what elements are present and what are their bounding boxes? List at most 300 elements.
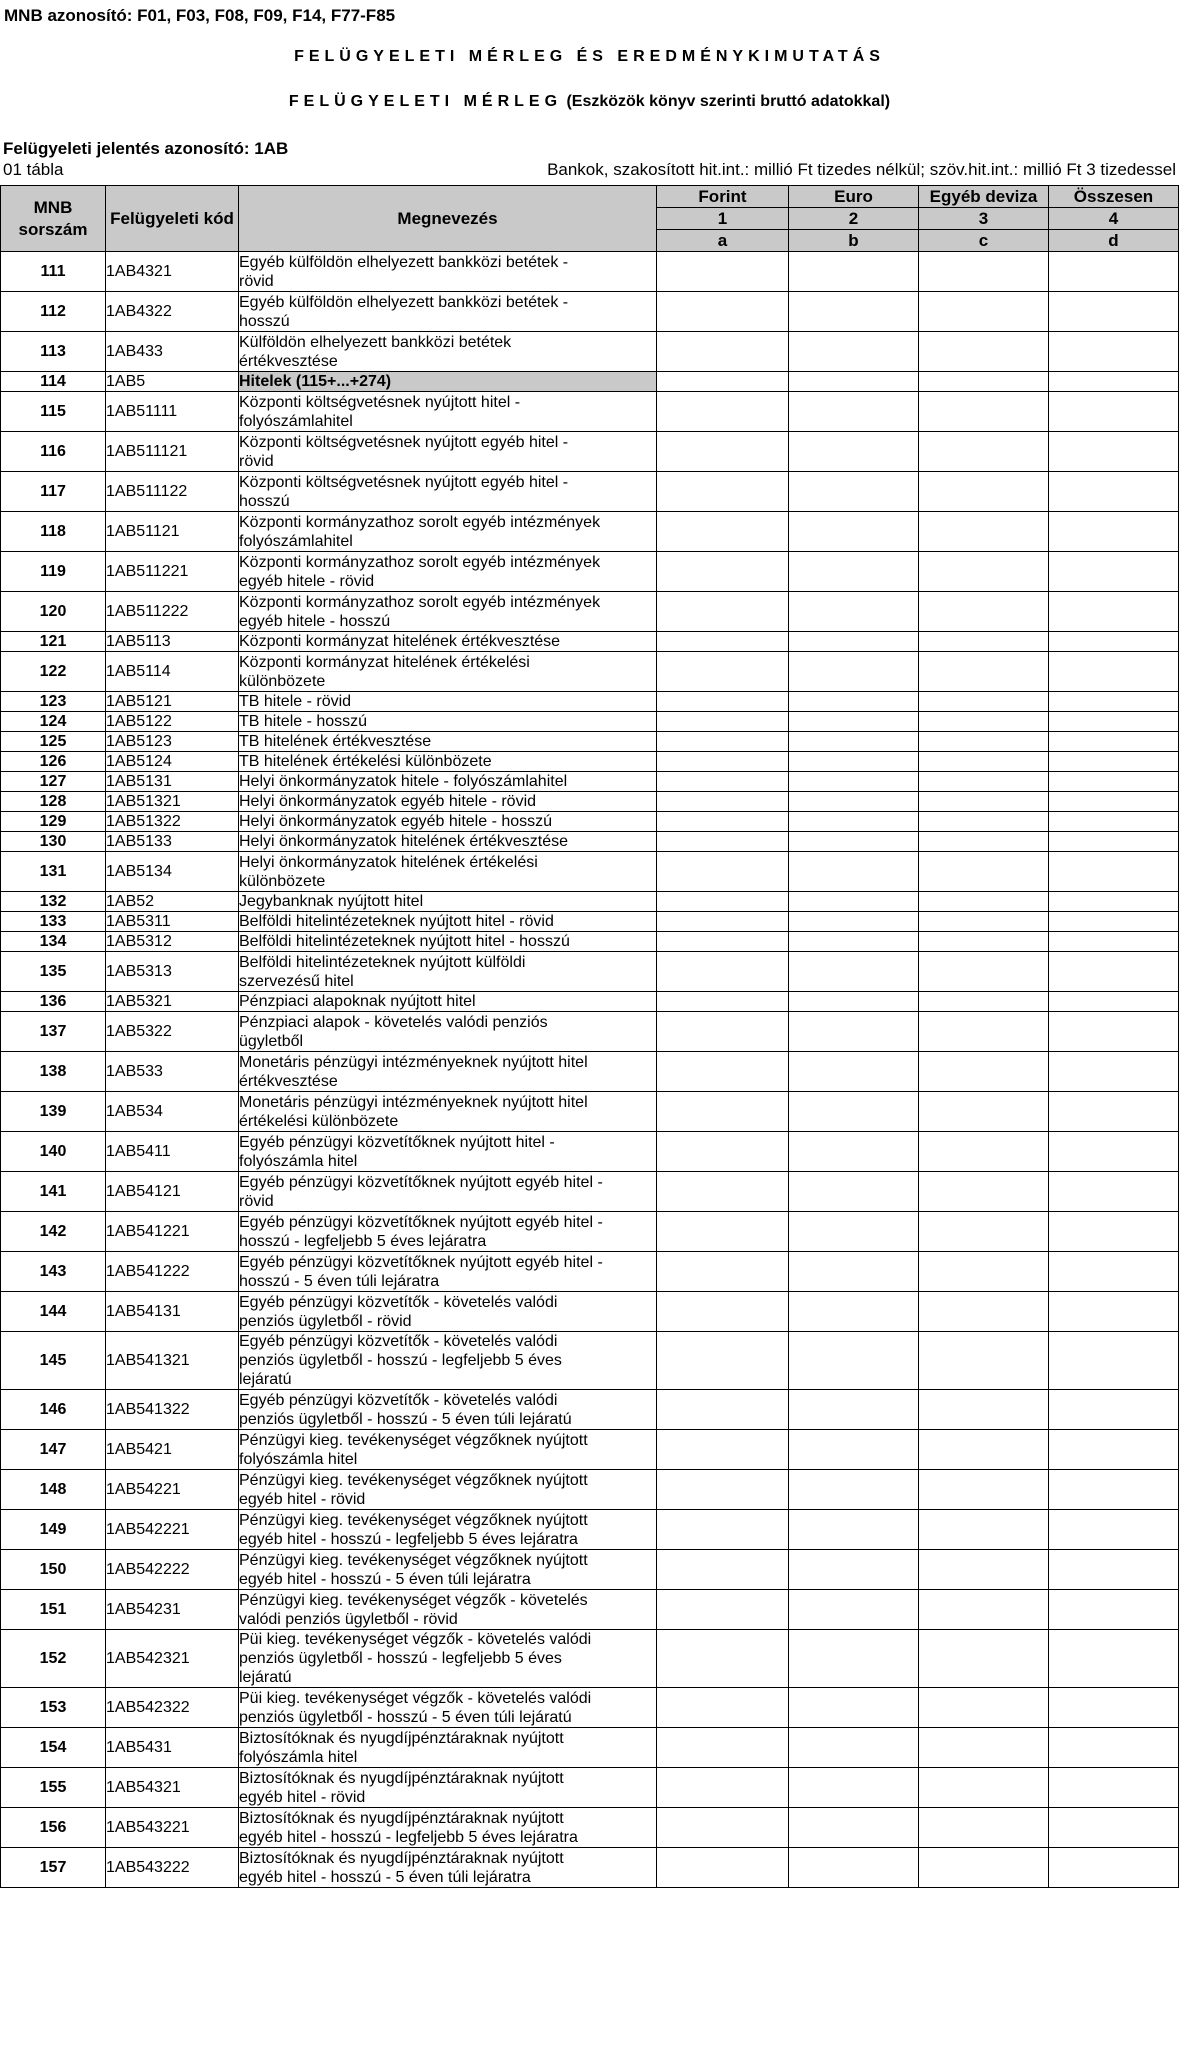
value-cell-other-currency[interactable]: [919, 652, 1049, 692]
value-cell-total[interactable]: [1049, 732, 1179, 752]
value-cell-euro[interactable]: [789, 1728, 919, 1768]
value-cell-total[interactable]: [1049, 472, 1179, 512]
row-mnb-number: 136: [1, 992, 106, 1012]
value-cell-euro[interactable]: [789, 912, 919, 932]
value-cell-total[interactable]: [1049, 812, 1179, 832]
table-row: [1, 1212, 1179, 1252]
value-cell-euro[interactable]: [789, 1252, 919, 1292]
value-cell-other-currency[interactable]: [919, 1688, 1049, 1728]
value-cell-forint[interactable]: [657, 1728, 789, 1768]
value-cell-other-currency[interactable]: [919, 772, 1049, 792]
value-cell-other-currency[interactable]: [919, 992, 1049, 1012]
row-mnb-number: 116: [1, 432, 106, 472]
value-cell-forint[interactable]: [657, 772, 789, 792]
value-cell-other-currency[interactable]: [919, 1212, 1049, 1252]
value-cell-total[interactable]: [1049, 692, 1179, 712]
value-cell-total[interactable]: [1049, 372, 1179, 392]
table-row: [1, 1092, 1179, 1132]
value-cell-total[interactable]: [1049, 1808, 1179, 1848]
row-description-line: egyéb hitel - rövid: [239, 1788, 366, 1806]
value-cell-euro[interactable]: [789, 1630, 919, 1688]
value-cell-forint[interactable]: [657, 712, 789, 732]
value-cell-other-currency[interactable]: [919, 952, 1049, 992]
row-description: [239, 752, 657, 772]
value-cell-other-currency[interactable]: [919, 1768, 1049, 1808]
value-cell-forint[interactable]: [657, 472, 789, 512]
value-cell-other-currency[interactable]: [919, 1012, 1049, 1052]
value-cell-total[interactable]: [1049, 1012, 1179, 1052]
row-supervisory-code: 1AB5321: [106, 992, 239, 1012]
value-cell-other-currency[interactable]: [919, 1252, 1049, 1292]
value-cell-euro[interactable]: [789, 1092, 919, 1132]
row-description-line: TB hitelének értékvesztése: [239, 733, 432, 750]
value-cell-total[interactable]: [1049, 1132, 1179, 1172]
value-cell-forint[interactable]: [657, 332, 789, 372]
value-cell-euro[interactable]: [789, 1688, 919, 1728]
value-cell-forint[interactable]: [657, 812, 789, 832]
row-supervisory-code: 1AB5113: [106, 632, 239, 652]
value-cell-euro[interactable]: [789, 852, 919, 892]
value-cell-forint[interactable]: [657, 1252, 789, 1292]
value-cell-total[interactable]: [1049, 992, 1179, 1012]
row-mnb-number: 128: [1, 792, 106, 812]
value-cell-euro[interactable]: [789, 1172, 919, 1212]
value-cell-forint[interactable]: [657, 1212, 789, 1252]
row-supervisory-code: 1AB5312: [106, 932, 239, 952]
value-cell-euro[interactable]: [789, 632, 919, 652]
value-cell-other-currency[interactable]: [919, 1728, 1049, 1768]
value-cell-other-currency[interactable]: [919, 1848, 1049, 1888]
value-cell-other-currency[interactable]: [919, 1470, 1049, 1510]
row-description: [239, 1012, 657, 1052]
row-description-line: egyéb hitel - hosszú - legfeljebb 5 éves lejáratra: [239, 1530, 578, 1548]
row-description-line: Pénzügyi kieg. tevékenységet végzők - követelés: [239, 1591, 588, 1609]
value-cell-euro[interactable]: [789, 592, 919, 632]
row-description-line: Központi kormányzat hitelének értékelési: [239, 653, 530, 671]
table-row: [1, 712, 1179, 732]
value-cell-other-currency[interactable]: [919, 1590, 1049, 1630]
row-description: [239, 252, 657, 292]
row-supervisory-code: 1AB511122: [106, 472, 239, 512]
value-cell-euro[interactable]: [789, 252, 919, 292]
row-description-line: penziós ügyletből - hosszú - legfeljebb 5 éves: [239, 1650, 562, 1667]
value-cell-total[interactable]: [1049, 632, 1179, 652]
row-mnb-number: 118: [1, 512, 106, 552]
value-cell-euro[interactable]: [789, 1550, 919, 1590]
value-cell-total[interactable]: [1049, 952, 1179, 992]
value-cell-other-currency[interactable]: [919, 812, 1049, 832]
value-cell-forint[interactable]: [657, 1390, 789, 1430]
value-cell-forint[interactable]: [657, 1132, 789, 1172]
row-description-line: Központi költségvetésnek nyújtott egyéb hitel -: [239, 473, 569, 491]
row-supervisory-code: 1AB5: [106, 372, 239, 392]
value-cell-total[interactable]: [1049, 852, 1179, 892]
row-mnb-number: 157: [1, 1848, 106, 1888]
value-cell-euro[interactable]: [789, 1590, 919, 1630]
row-description-line: penziós ügyletből - hosszú - 5 éven túli lejáratú: [239, 1708, 572, 1726]
row-description: [239, 512, 657, 552]
value-cell-total[interactable]: [1049, 1292, 1179, 1332]
value-cell-other-currency[interactable]: [919, 472, 1049, 512]
row-mnb-number: 148: [1, 1470, 106, 1510]
value-cell-forint[interactable]: [657, 432, 789, 472]
value-cell-forint[interactable]: [657, 1808, 789, 1848]
value-cell-euro[interactable]: [789, 1390, 919, 1430]
value-cell-forint[interactable]: [657, 932, 789, 952]
value-cell-euro[interactable]: [789, 1430, 919, 1470]
value-cell-other-currency[interactable]: [919, 632, 1049, 652]
row-description-line: Egyéb pénzügyi közvetítőknek nyújtott hitel -: [239, 1133, 555, 1151]
value-cell-forint[interactable]: [657, 1550, 789, 1590]
value-cell-total[interactable]: [1049, 892, 1179, 912]
row-mnb-number: 151: [1, 1590, 106, 1630]
value-cell-forint[interactable]: [657, 1470, 789, 1510]
row-description: [239, 1332, 657, 1390]
table-row: [1, 1470, 1179, 1510]
value-cell-total[interactable]: [1049, 1092, 1179, 1132]
row-description-line: Egyéb pénzügyi közvetítőknek nyújtott egyéb hitel -: [239, 1253, 603, 1271]
value-cell-euro[interactable]: [789, 832, 919, 852]
value-cell-euro[interactable]: [789, 1292, 919, 1332]
value-cell-forint[interactable]: [657, 1630, 789, 1688]
table-row: [1, 1848, 1179, 1888]
value-cell-total[interactable]: [1049, 1212, 1179, 1252]
value-cell-total[interactable]: [1049, 1430, 1179, 1470]
row-mnb-number: 129: [1, 812, 106, 832]
row-mnb-number: 140: [1, 1132, 106, 1172]
row-description: [239, 912, 657, 932]
row-supervisory-code: 1AB5121: [106, 692, 239, 712]
row-description-line: értékelési különbözete: [239, 1112, 399, 1130]
value-cell-forint[interactable]: [657, 592, 789, 632]
value-cell-other-currency[interactable]: [919, 1630, 1049, 1688]
value-cell-forint[interactable]: [657, 912, 789, 932]
row-description-line: Helyi önkormányzatok egyéb hitele - rövid: [239, 793, 537, 810]
value-cell-total[interactable]: [1049, 792, 1179, 812]
row-description: [239, 932, 657, 952]
value-cell-total[interactable]: [1049, 912, 1179, 932]
value-cell-other-currency[interactable]: [919, 1132, 1049, 1172]
row-description: [239, 1212, 657, 1252]
row-supervisory-code: 1AB5313: [106, 952, 239, 992]
value-cell-total[interactable]: [1049, 1688, 1179, 1728]
value-cell-euro[interactable]: [789, 1212, 919, 1252]
value-cell-forint[interactable]: [657, 292, 789, 332]
row-description: [239, 1768, 657, 1808]
value-cell-total[interactable]: [1049, 292, 1179, 332]
value-cell-other-currency[interactable]: [919, 712, 1049, 732]
row-supervisory-code: 1AB5421: [106, 1430, 239, 1470]
value-cell-forint[interactable]: [657, 1292, 789, 1332]
row-supervisory-code: 1AB5124: [106, 752, 239, 772]
value-cell-euro[interactable]: [789, 1768, 919, 1808]
header-col-number: 4: [1049, 208, 1179, 230]
value-cell-euro[interactable]: [789, 332, 919, 372]
value-cell-total[interactable]: [1049, 432, 1179, 472]
value-cell-euro[interactable]: [789, 652, 919, 692]
value-cell-euro[interactable]: [789, 952, 919, 992]
value-cell-other-currency[interactable]: [919, 1292, 1049, 1332]
row-supervisory-code: 1AB5322: [106, 1012, 239, 1052]
row-description: [239, 812, 657, 832]
value-cell-euro[interactable]: [789, 1808, 919, 1848]
value-cell-other-currency[interactable]: [919, 852, 1049, 892]
table-row: [1, 372, 1179, 392]
value-cell-total[interactable]: [1049, 652, 1179, 692]
row-description: [239, 1132, 657, 1172]
header-col-number: 1: [657, 208, 789, 230]
row-description: [239, 692, 657, 712]
value-cell-forint[interactable]: [657, 792, 789, 812]
value-cell-euro[interactable]: [789, 692, 919, 712]
value-cell-forint[interactable]: [657, 692, 789, 712]
value-cell-total[interactable]: [1049, 1470, 1179, 1510]
value-cell-other-currency[interactable]: [919, 932, 1049, 952]
table-header: [1, 186, 1179, 252]
value-cell-euro[interactable]: [789, 752, 919, 772]
value-cell-euro[interactable]: [789, 1332, 919, 1390]
value-cell-total[interactable]: [1049, 392, 1179, 432]
value-cell-total[interactable]: [1049, 1252, 1179, 1292]
value-cell-forint[interactable]: [657, 1012, 789, 1052]
value-cell-other-currency[interactable]: [919, 512, 1049, 552]
row-description-line: folyószámlahitel: [239, 412, 353, 430]
value-cell-euro[interactable]: [789, 1132, 919, 1172]
table-row: [1, 1252, 1179, 1292]
value-cell-euro[interactable]: [789, 992, 919, 1012]
value-cell-forint[interactable]: [657, 1510, 789, 1550]
value-cell-other-currency[interactable]: [919, 372, 1049, 392]
row-description-line: Belföldi hitelintézeteknek nyújtott hitel - hosszú: [239, 933, 570, 950]
value-cell-euro[interactable]: [789, 1470, 919, 1510]
row-description-line: Püi kieg. tevékenységet végzők - követelés valódi: [239, 1689, 592, 1707]
value-cell-total[interactable]: [1049, 712, 1179, 732]
value-cell-forint[interactable]: [657, 1430, 789, 1470]
value-cell-forint[interactable]: [657, 392, 789, 432]
value-cell-forint[interactable]: [657, 952, 789, 992]
value-cell-euro[interactable]: [789, 732, 919, 752]
header-other-currency: Egyéb deviza: [919, 186, 1049, 208]
value-cell-other-currency[interactable]: [919, 392, 1049, 432]
table-row: [1, 1728, 1179, 1768]
row-description: [239, 652, 657, 692]
row-mnb-number: 137: [1, 1012, 106, 1052]
value-cell-euro[interactable]: [789, 372, 919, 392]
value-cell-euro[interactable]: [789, 932, 919, 952]
value-cell-total[interactable]: [1049, 932, 1179, 952]
value-cell-forint[interactable]: [657, 512, 789, 552]
value-cell-forint[interactable]: [657, 552, 789, 592]
value-cell-forint[interactable]: [657, 892, 789, 912]
row-supervisory-code: 1AB54321: [106, 1768, 239, 1808]
value-cell-other-currency[interactable]: [919, 252, 1049, 292]
value-cell-euro[interactable]: [789, 552, 919, 592]
value-cell-total[interactable]: [1049, 1332, 1179, 1390]
value-cell-forint[interactable]: [657, 1092, 789, 1132]
row-mnb-number: 124: [1, 712, 106, 732]
value-cell-total[interactable]: [1049, 1550, 1179, 1590]
value-cell-total[interactable]: [1049, 1590, 1179, 1630]
table-row: [1, 252, 1179, 292]
row-mnb-number: 155: [1, 1768, 106, 1808]
value-cell-other-currency[interactable]: [919, 1092, 1049, 1132]
value-cell-total[interactable]: [1049, 332, 1179, 372]
value-cell-total[interactable]: [1049, 832, 1179, 852]
table-row: [1, 692, 1179, 712]
value-cell-total[interactable]: [1049, 752, 1179, 772]
value-cell-total[interactable]: [1049, 1510, 1179, 1550]
value-cell-forint[interactable]: [657, 652, 789, 692]
row-description-line: penziós ügyletből - hosszú - legfeljebb 5 éves: [239, 1352, 562, 1369]
row-description-line: Belföldi hitelintézeteknek nyújtott külföldi: [239, 953, 526, 971]
value-cell-other-currency[interactable]: [919, 1390, 1049, 1430]
row-description-line: Egyéb pénzügyi közvetítők - követelés valódi: [239, 1293, 558, 1311]
value-cell-other-currency[interactable]: [919, 692, 1049, 712]
header-col-number: 3: [919, 208, 1049, 230]
value-cell-forint[interactable]: [657, 1590, 789, 1630]
value-cell-forint[interactable]: [657, 372, 789, 392]
row-mnb-number: 143: [1, 1252, 106, 1292]
row-mnb-number: 139: [1, 1092, 106, 1132]
row-description: [239, 592, 657, 632]
value-cell-total[interactable]: [1049, 552, 1179, 592]
row-description-line: Belföldi hitelintézeteknek nyújtott hitel - rövid: [239, 913, 554, 930]
mnb-identifier: MNB azonosító: F01, F03, F08, F09, F14, F77-F85: [4, 6, 396, 25]
value-cell-forint[interactable]: [657, 1688, 789, 1728]
table-row: [1, 792, 1179, 812]
value-cell-forint[interactable]: [657, 852, 789, 892]
value-cell-total[interactable]: [1049, 1172, 1179, 1212]
row-description-line: hosszú - legfeljebb 5 éves lejáratra: [239, 1232, 487, 1250]
row-description-line: Egyéb pénzügyi közvetítőknek nyújtott egyéb hitel -: [239, 1173, 603, 1191]
value-cell-other-currency[interactable]: [919, 1808, 1049, 1848]
value-cell-total[interactable]: [1049, 1630, 1179, 1688]
row-description: [239, 1510, 657, 1550]
value-cell-other-currency[interactable]: [919, 292, 1049, 332]
value-cell-other-currency[interactable]: [919, 1430, 1049, 1470]
value-cell-forint[interactable]: [657, 632, 789, 652]
value-cell-forint[interactable]: [657, 732, 789, 752]
table-row: [1, 1550, 1179, 1590]
value-cell-forint[interactable]: [657, 1848, 789, 1888]
value-cell-euro[interactable]: [789, 472, 919, 512]
value-cell-other-currency[interactable]: [919, 1510, 1049, 1550]
value-cell-euro[interactable]: [789, 712, 919, 732]
value-cell-euro[interactable]: [789, 1052, 919, 1092]
value-cell-other-currency[interactable]: [919, 432, 1049, 472]
row-description: [239, 1430, 657, 1470]
row-description-line: Központi kormányzathoz sorolt egyéb intézmények: [239, 593, 601, 611]
value-cell-forint[interactable]: [657, 1172, 789, 1212]
value-cell-euro[interactable]: [789, 772, 919, 792]
value-cell-total[interactable]: [1049, 1052, 1179, 1092]
row-description-line: Biztosítóknak és nyugdíjpénztáraknak nyújtott: [239, 1769, 564, 1787]
row-description-line: Jegybanknak nyújtott hitel: [239, 893, 424, 910]
value-cell-total[interactable]: [1049, 1768, 1179, 1808]
row-description-line: penziós ügyletből - hosszú - 5 éven túli lejáratú: [239, 1410, 572, 1428]
value-cell-euro[interactable]: [789, 1012, 919, 1052]
value-cell-total[interactable]: [1049, 1390, 1179, 1430]
row-description-line: egyéb hitele - rövid: [239, 572, 375, 590]
row-description-line: egyéb hitel - hosszú - legfeljebb 5 éves lejáratra: [239, 1828, 578, 1846]
value-cell-other-currency[interactable]: [919, 792, 1049, 812]
row-description-line: Hitelek (115+...+274): [239, 373, 392, 390]
value-cell-total[interactable]: [1049, 772, 1179, 792]
row-supervisory-code: 1AB542221: [106, 1510, 239, 1550]
table-row: [1, 1630, 1179, 1688]
value-cell-other-currency[interactable]: [919, 1052, 1049, 1092]
value-cell-euro[interactable]: [789, 392, 919, 432]
value-cell-total[interactable]: [1049, 252, 1179, 292]
value-cell-other-currency[interactable]: [919, 592, 1049, 632]
row-description-line: Pénzpiaci alapoknak nyújtott hitel: [239, 993, 476, 1010]
header-euro: Euro: [789, 186, 919, 208]
row-supervisory-code: 1AB54231: [106, 1590, 239, 1630]
value-cell-total[interactable]: [1049, 1848, 1179, 1888]
value-cell-euro[interactable]: [789, 432, 919, 472]
value-cell-forint[interactable]: [657, 752, 789, 772]
row-mnb-number: 133: [1, 912, 106, 932]
row-description-line: Monetáris pénzügyi intézményeknek nyújtott hitel: [239, 1093, 588, 1111]
row-description-line: egyéb hitel - hosszú - 5 éven túli lejáratra: [239, 1868, 531, 1886]
value-cell-other-currency[interactable]: [919, 752, 1049, 772]
value-cell-euro[interactable]: [789, 1510, 919, 1550]
value-cell-forint[interactable]: [657, 992, 789, 1012]
value-cell-forint[interactable]: [657, 832, 789, 852]
value-cell-total[interactable]: [1049, 512, 1179, 552]
value-cell-other-currency[interactable]: [919, 1550, 1049, 1590]
row-description-line: folyószámlahitel: [239, 532, 353, 550]
value-cell-total[interactable]: [1049, 1728, 1179, 1768]
value-cell-forint[interactable]: [657, 1768, 789, 1808]
value-cell-other-currency[interactable]: [919, 732, 1049, 752]
value-cell-other-currency[interactable]: [919, 332, 1049, 372]
value-cell-other-currency[interactable]: [919, 1332, 1049, 1390]
value-cell-euro[interactable]: [789, 892, 919, 912]
table-row: [1, 392, 1179, 432]
value-cell-other-currency[interactable]: [919, 912, 1049, 932]
row-supervisory-code: 1AB51321: [106, 792, 239, 812]
value-cell-other-currency[interactable]: [919, 892, 1049, 912]
value-cell-forint[interactable]: [657, 1332, 789, 1390]
value-cell-other-currency[interactable]: [919, 1172, 1049, 1212]
value-cell-other-currency[interactable]: [919, 832, 1049, 852]
row-mnb-number: 138: [1, 1052, 106, 1092]
row-description: [239, 892, 657, 912]
row-description-line: Helyi önkormányzatok hitele - folyószámlahitel: [239, 773, 568, 790]
row-description-line: Monetáris pénzügyi intézményeknek nyújtott hitel: [239, 1053, 588, 1071]
value-cell-euro[interactable]: [789, 1848, 919, 1888]
row-supervisory-code: 1AB533: [106, 1052, 239, 1092]
value-cell-euro[interactable]: [789, 792, 919, 812]
value-cell-total[interactable]: [1049, 592, 1179, 632]
row-description-line: Helyi önkormányzatok hitelének értékvesztése: [239, 833, 569, 850]
header-col-letter: d: [1049, 230, 1179, 252]
value-cell-forint[interactable]: [657, 252, 789, 292]
row-mnb-number: 121: [1, 632, 106, 652]
row-description-line: hosszú - 5 éven túli lejáratra: [239, 1272, 440, 1290]
row-description-line: Püi kieg. tevékenységet végzők - követelés valódi: [239, 1631, 592, 1648]
value-cell-forint[interactable]: [657, 1052, 789, 1092]
value-cell-euro[interactable]: [789, 512, 919, 552]
header-col-letter: c: [919, 230, 1049, 252]
row-description-line: hosszú: [239, 492, 290, 510]
value-cell-euro[interactable]: [789, 812, 919, 832]
table-row: [1, 932, 1179, 952]
value-cell-euro[interactable]: [789, 292, 919, 332]
value-cell-other-currency[interactable]: [919, 552, 1049, 592]
row-description-line: penziós ügyletből - rövid: [239, 1312, 412, 1330]
